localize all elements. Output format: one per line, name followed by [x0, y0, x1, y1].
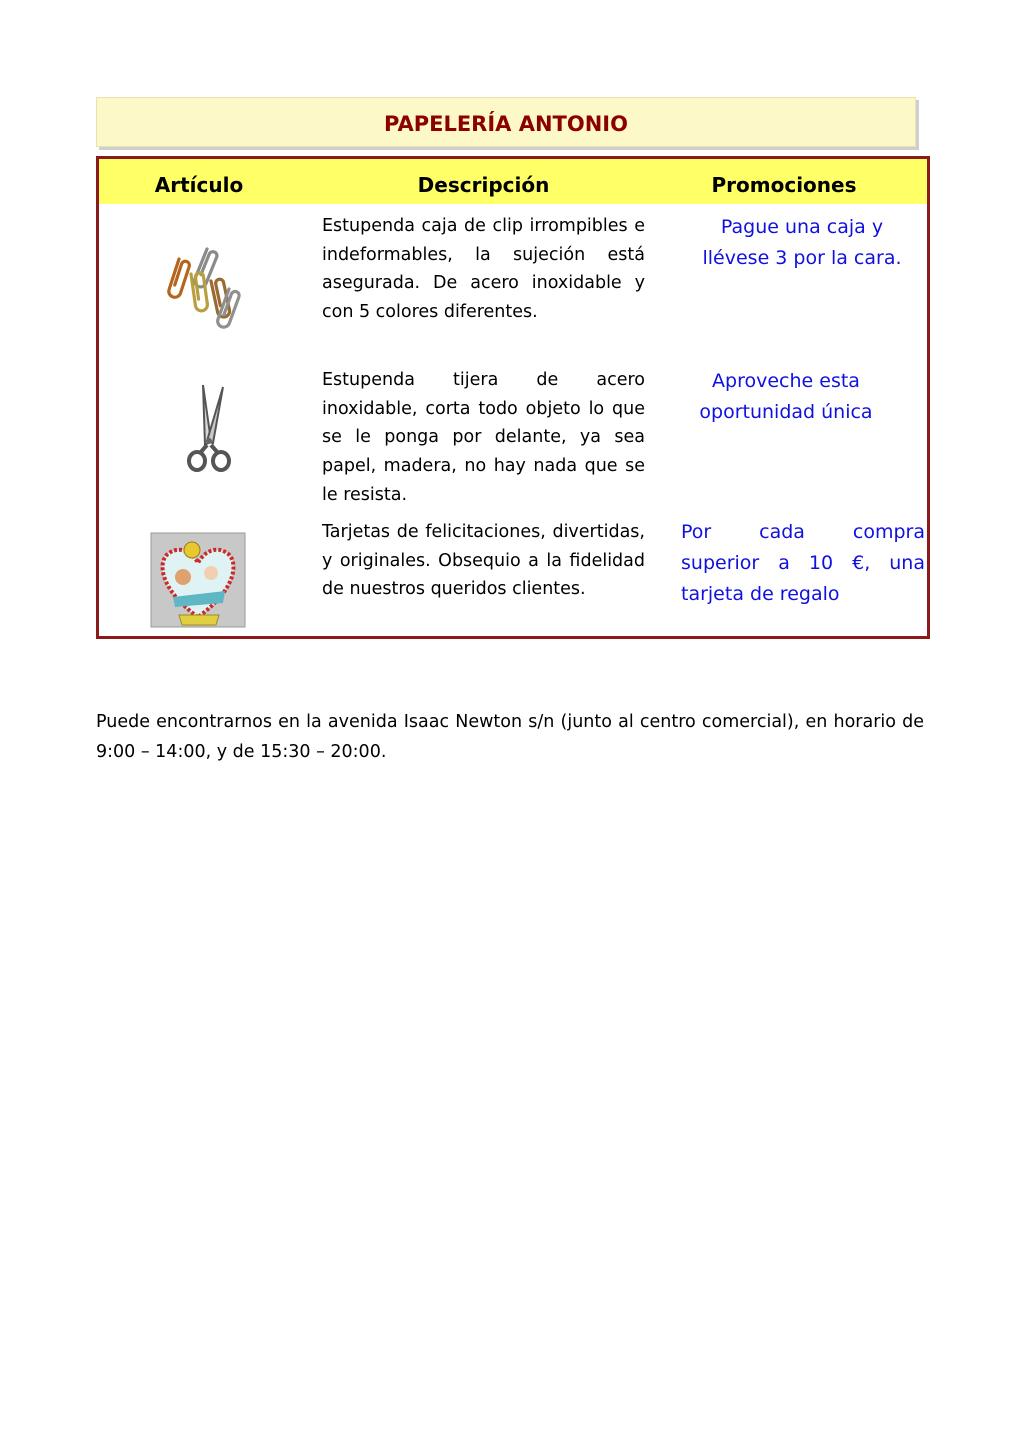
products-table — [96, 156, 930, 639]
footer-address: Puede encontrarnos en la avenida Isaac Newton s/n (junto al centro comercial), en horario de 9:00 – 14:00, y de 15:30 – 20:00. — [96, 712, 924, 762]
scissors-icon — [99, 363, 299, 513]
page-title: PAPELERÍA ANTONIO — [96, 97, 916, 147]
table-row — [99, 517, 927, 632]
description-text: Estupenda caja de clip irrompibles e indeformables, la sujeción está asegurada. De acero inoxidable y con 5 colores diferentes. — [322, 216, 645, 323]
header-descripcion: Descripción — [417, 173, 550, 197]
description-text: Tarjetas de felicitaciones, divertidas, y originales. Obsequio a la fidelidad de nuestros queridos clientes. — [322, 522, 645, 600]
table-row — [99, 209, 927, 359]
greeting-card-icon — [99, 517, 299, 632]
promotion-text: Aproveche esta oportunidad única — [699, 370, 873, 423]
table-row — [99, 363, 927, 513]
header-promociones: Promociones — [711, 173, 857, 197]
promotion-text: Pague una caja y llévese 3 por la cara. — [702, 216, 902, 269]
promotion-text: Por cada compra superior a 10 €, una tarjeta de regalo — [681, 521, 925, 605]
paper-clips-icon — [99, 209, 299, 359]
header-articulo: Artículo — [154, 173, 244, 197]
description-text: Estupenda tijera de acero inoxidable, corta todo objeto lo que se le ponga por delante, ya sea papel, madera, no hay nada que se le resista. — [322, 370, 645, 505]
table-header-row — [99, 159, 927, 204]
